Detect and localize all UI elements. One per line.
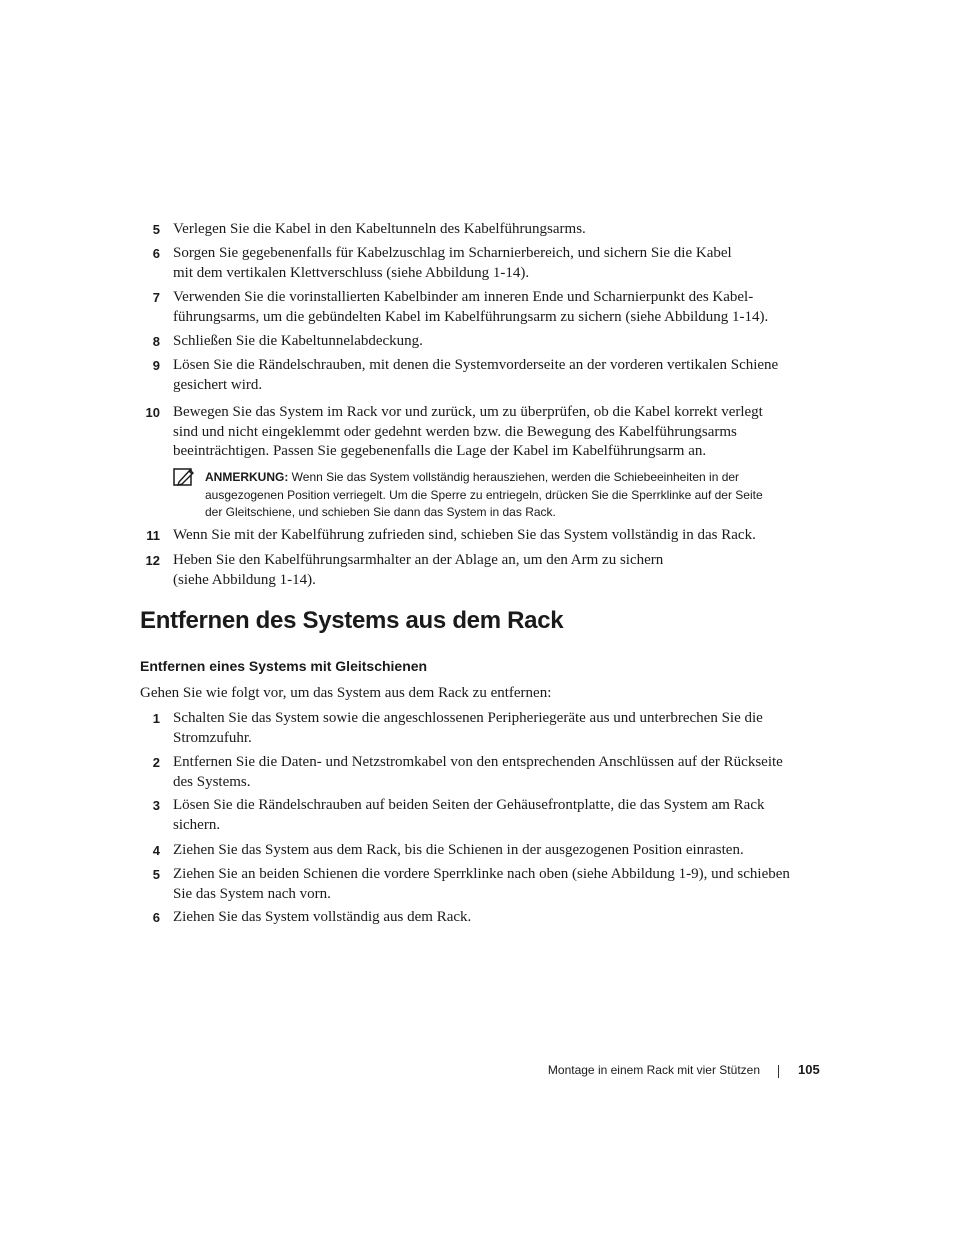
step-number: 5 — [152, 867, 160, 882]
step-text: Ziehen Sie das System aus dem Rack, bis die Schienen in der ausgezogenen Position einrasten. — [173, 842, 744, 858]
note-text: Wenn Sie das System vollständig herausziehen, werden die Schiebeeinheiten in der ausgezogenen Position verriegelt. Um die Sperre zu entriegeln, drücken Sie die Sperrklinke auf der Seite der Gleitschiene, und schieben Sie dann das System in das Rack. — [205, 470, 763, 519]
step-text: Heben Sie den Kabelführungsarmhalter an der Ablage an, um den Arm zu sichern (siehe Abbildung 1-14). — [173, 552, 664, 588]
step-text: Ziehen Sie an beiden Schienen die vordere Sperrklinke nach oben (siehe Abbildung 1-9), und schieben Sie das System nach vorn. — [173, 866, 790, 902]
footer-divider — [778, 1065, 779, 1078]
step-text: Sorgen Sie gegebenenfalls für Kabelzuschlag im Scharnierbereich, und sichern Sie die Kabel mit dem vertikalen Klettverschluss (siehe Abbildung 1-14). — [173, 245, 732, 281]
step-number: 4 — [152, 843, 160, 858]
step-number: 1 — [152, 711, 160, 726]
step-text: Lösen Sie die Rändelschrauben auf beiden Seiten der Gehäusefrontplatte, die das System am Rack sichern. — [173, 797, 765, 833]
step-number: 6 — [152, 910, 160, 925]
step-number: 11 — [146, 528, 160, 543]
note-pencil-icon — [173, 467, 195, 487]
footer-chapter-title: Montage in einem Rack mit vier Stützen — [547, 1063, 760, 1077]
step-text: Verwenden Sie die vorinstallierten Kabelbinder am inneren Ende und Scharnierpunkt des Kabel- führungsarms, um die gebündelten Kabel im Kabelführungsarm zu sichern (siehe Abbildung 1-14). — [173, 289, 769, 325]
note-label: ANMERKUNG: — [205, 470, 289, 484]
note-box — [205, 469, 805, 522]
section-heading: Entfernen des Systems aus dem Rack — [140, 607, 564, 634]
step-text: Schalten Sie das System sowie die angeschlossenen Peripheriegeräte aus und unterbrechen Sie die Stromzufuhr. — [173, 710, 763, 746]
page-number: 105 — [798, 1062, 820, 1077]
subsection-heading: Entfernen eines Systems mit Gleitschienen — [140, 658, 428, 674]
step-number: 12 — [145, 553, 160, 568]
step-text: Wenn Sie mit der Kabelführung zufrieden sind, schieben Sie das System vollständig in das Rack. — [173, 527, 756, 543]
step-text: Schließen Sie die Kabeltunnelabdeckung. — [173, 333, 423, 349]
step-number: 2 — [152, 755, 160, 770]
step-text: Verlegen Sie die Kabel in den Kabeltunneln des Kabelführungsarms. — [173, 221, 586, 237]
step-text: Ziehen Sie das System vollständig aus dem Rack. — [173, 909, 472, 925]
step-text: Bewegen Sie das System im Rack vor und zurück, um zu überprüfen, ob die Kabel korrekt verlegt sind und nicht eingeklemmt oder gedehnt werden bzw. die Bewegung des Kabelführungsarms beeinträchtigen. Passen Sie gegebenenfalls die Lage der Kabel im Kabelführungsarm an. — [173, 404, 763, 459]
step-number: 8 — [152, 334, 160, 349]
step-number: 6 — [152, 246, 160, 261]
step-text: Entfernen Sie die Daten- und Netzstromkabel von den entsprechenden Anschlüssen auf der Rückseite des Systems. — [173, 754, 783, 790]
step-number: 3 — [152, 798, 160, 813]
step-number: 7 — [152, 290, 160, 305]
step-text: Lösen Sie die Rändelschrauben, mit denen die Systemvorderseite an der vorderen vertikalen Schiene gesichert wird. — [173, 357, 779, 393]
page-footer — [0, 1062, 954, 1082]
intro-paragraph: Gehen Sie wie folgt vor, um das System aus dem Rack zu entfernen: — [140, 685, 552, 701]
step-number: 5 — [152, 222, 160, 237]
step-number: 10 — [145, 405, 160, 420]
step-number: 9 — [152, 358, 160, 373]
